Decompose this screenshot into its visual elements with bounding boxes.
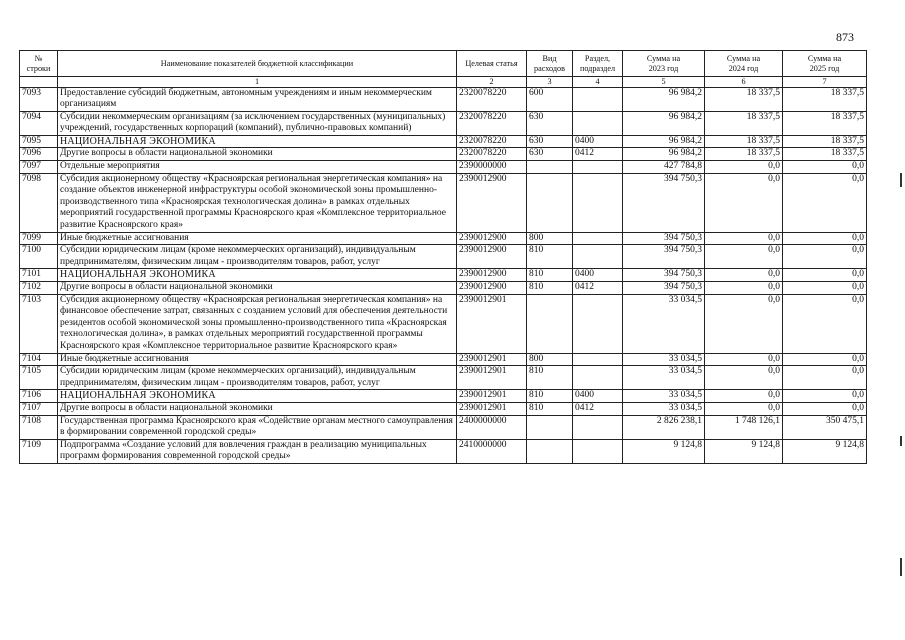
header-expense-type: Вид расходов <box>527 51 573 77</box>
expense-type-cell: 810 <box>527 282 573 295</box>
expense-type-cell: 630 <box>527 148 573 161</box>
sum-2023-cell: 96 984,2 <box>623 135 705 148</box>
section-cell: 0412 <box>573 148 623 161</box>
expense-type-cell <box>527 173 573 232</box>
indicator-name-cell: Субсидии юридическим лицам (кроме некоммерческих организаций), индивидуальным предпринимателям, физическим лицам - производителям товаров, работ, услуг <box>58 366 457 390</box>
target-article-cell: 2390012900 <box>457 282 527 295</box>
table-row <box>20 415 867 439</box>
indicator-name-cell: Иные бюджетные ассигнования <box>58 353 457 366</box>
sum-2023-cell: 96 984,2 <box>623 148 705 161</box>
target-article-cell: 2390012901 <box>457 353 527 366</box>
target-article-cell: 2390012901 <box>457 390 527 403</box>
target-article-cell: 2320078220 <box>457 135 527 148</box>
table-row <box>20 366 867 390</box>
sum-2024-cell: 18 337,5 <box>705 87 783 111</box>
sum-2025-cell: 0,0 <box>783 269 867 282</box>
section-cell <box>573 111 623 135</box>
sum-2023-cell: 33 034,5 <box>623 390 705 403</box>
target-article-cell: 2320078220 <box>457 111 527 135</box>
row-number-cell: 7107 <box>20 402 58 415</box>
sum-2025-cell: 0,0 <box>783 173 867 232</box>
sum-2024-cell: 0,0 <box>705 390 783 403</box>
row-number-cell: 7098 <box>20 173 58 232</box>
row-number-cell: 7109 <box>20 439 58 463</box>
budget-table <box>19 50 867 464</box>
sum-2024-cell: 0,0 <box>705 269 783 282</box>
column-number: 4 <box>573 77 623 88</box>
sum-2024-cell: 9 124,8 <box>705 439 783 463</box>
indicator-name-cell: Другие вопросы в области национальной экономики <box>58 402 457 415</box>
row-number-cell: 7105 <box>20 366 58 390</box>
header-name: Наименование показателей бюджетной классификации <box>58 51 457 77</box>
sum-2024-cell: 0,0 <box>705 366 783 390</box>
sum-2025-cell: 0,0 <box>783 294 867 353</box>
column-number: 2 <box>457 77 527 88</box>
table-header <box>20 51 867 88</box>
sum-2024-cell: 0,0 <box>705 282 783 295</box>
column-number: 1 <box>58 77 457 88</box>
sum-2025-cell: 18 337,5 <box>783 87 867 111</box>
sum-2025-cell: 18 337,5 <box>783 148 867 161</box>
sum-2024-cell: 0,0 <box>705 402 783 415</box>
expense-type-cell: 600 <box>527 87 573 111</box>
section-cell <box>573 353 623 366</box>
page-number: 873 <box>836 30 854 44</box>
sum-2023-cell: 9 124,8 <box>623 439 705 463</box>
sum-2023-cell: 2 826 238,1 <box>623 415 705 439</box>
target-article-cell: 2410000000 <box>457 439 527 463</box>
column-number-row <box>20 77 867 88</box>
sum-2023-cell: 96 984,2 <box>623 111 705 135</box>
sum-2024-cell: 0,0 <box>705 232 783 245</box>
margin-mark <box>900 173 902 187</box>
sum-2025-cell: 0,0 <box>783 390 867 403</box>
sum-2025-cell: 350 475,1 <box>783 415 867 439</box>
sum-2024-cell: 18 337,5 <box>705 111 783 135</box>
target-article-cell: 2390012900 <box>457 173 527 232</box>
indicator-name-cell: Государственная программа Красноярского края «Содействие органам местного самоуправления в формировании современной городской среды» <box>58 415 457 439</box>
indicator-name-cell: Другие вопросы в области национальной экономики <box>58 148 457 161</box>
row-number-cell: 7108 <box>20 415 58 439</box>
sum-2025-cell: 18 337,5 <box>783 135 867 148</box>
sum-2024-cell: 0,0 <box>705 161 783 174</box>
section-cell <box>573 245 623 269</box>
section-cell <box>573 294 623 353</box>
sum-2025-cell: 0,0 <box>783 282 867 295</box>
expense-type-cell: 800 <box>527 353 573 366</box>
target-article-cell: 2390000000 <box>457 161 527 174</box>
row-number-cell: 7094 <box>20 111 58 135</box>
section-cell <box>573 415 623 439</box>
row-number-cell: 7104 <box>20 353 58 366</box>
indicator-name-cell: Субсидия акционерному обществу «Красноярская региональная энергетическая компания» на финансовое обеспечение затрат, связанных с созданием условий для обеспечения деятельности резидентов особой экономической зоны промышленно-производственного типа «Красноярская технологическая долина», в рамках отдельных мероприятий государственной программы Красноярского края «Комплексное территориальное развитие Красноярского края» <box>58 294 457 353</box>
header-section: Раздел, подраздел <box>573 51 623 77</box>
sum-2024-cell: 0,0 <box>705 173 783 232</box>
sum-2025-cell: 0,0 <box>783 366 867 390</box>
row-number-cell: 7095 <box>20 135 58 148</box>
row-number-cell: 7093 <box>20 87 58 111</box>
indicator-name-cell: Подпрограмма «Создание условий для вовлечения граждан в реализацию муниципальных программ формирования современной городской среды» <box>58 439 457 463</box>
section-cell <box>573 173 623 232</box>
table-row <box>20 390 867 403</box>
table-body <box>20 87 867 463</box>
sum-2023-cell: 33 034,5 <box>623 353 705 366</box>
row-number-cell: 7096 <box>20 148 58 161</box>
indicator-name-cell: НАЦИОНАЛЬНАЯ ЭКОНОМИКА <box>58 269 457 282</box>
section-cell <box>573 366 623 390</box>
section-cell <box>573 161 623 174</box>
table-row <box>20 353 867 366</box>
target-article-cell: 2390012900 <box>457 245 527 269</box>
sum-2023-cell: 96 984,2 <box>623 87 705 111</box>
section-cell <box>573 87 623 111</box>
target-article-cell: 2390012901 <box>457 294 527 353</box>
target-article-cell: 2320078220 <box>457 148 527 161</box>
sum-2024-cell: 18 337,5 <box>705 135 783 148</box>
indicator-name-cell: Субсидии юридическим лицам (кроме некоммерческих организаций), индивидуальным предпринимателям, физическим лицам - производителям товаров, работ, услуг <box>58 245 457 269</box>
section-cell <box>573 439 623 463</box>
indicator-name-cell: Субсидия акционерному обществу «Красноярская региональная энергетическая компания» на создание объектов инженерной инфраструктуры особой экономической зоны промышленно-производственного типа «Красноярская технологическая долина» в рамках отдельных мероприятий государственной программы Красноярского края «Комплексное территориальное развитие Красноярского края» <box>58 173 457 232</box>
row-number-cell: 7102 <box>20 282 58 295</box>
sum-2023-cell: 33 034,5 <box>623 402 705 415</box>
section-cell: 0412 <box>573 402 623 415</box>
expense-type-cell <box>527 161 573 174</box>
header-sum-2024: Сумма на 2024 год <box>705 51 783 77</box>
sum-2023-cell: 394 750,3 <box>623 245 705 269</box>
indicator-name-cell: Иные бюджетные ассигнования <box>58 232 457 245</box>
expense-type-cell: 810 <box>527 245 573 269</box>
sum-2025-cell: 0,0 <box>783 402 867 415</box>
expense-type-cell: 810 <box>527 402 573 415</box>
sum-2025-cell: 9 124,8 <box>783 439 867 463</box>
sum-2024-cell: 18 337,5 <box>705 148 783 161</box>
column-number: 6 <box>705 77 783 88</box>
table-row <box>20 148 867 161</box>
target-article-cell: 2390012900 <box>457 269 527 282</box>
row-number-cell: 7103 <box>20 294 58 353</box>
expense-type-cell: 810 <box>527 269 573 282</box>
sum-2023-cell: 33 034,5 <box>623 294 705 353</box>
target-article-cell: 2390012901 <box>457 402 527 415</box>
sum-2025-cell: 0,0 <box>783 161 867 174</box>
section-cell <box>573 232 623 245</box>
row-number-cell: 7100 <box>20 245 58 269</box>
row-number-cell: 7099 <box>20 232 58 245</box>
column-number: 7 <box>783 77 867 88</box>
expense-type-cell <box>527 294 573 353</box>
expense-type-cell <box>527 415 573 439</box>
section-cell: 0400 <box>573 135 623 148</box>
indicator-name-cell: НАЦИОНАЛЬНАЯ ЭКОНОМИКА <box>58 135 457 148</box>
sum-2025-cell: 0,0 <box>783 353 867 366</box>
target-article-cell: 2400000000 <box>457 415 527 439</box>
column-number: 5 <box>623 77 705 88</box>
row-number-cell: 7106 <box>20 390 58 403</box>
sum-2023-cell: 33 034,5 <box>623 366 705 390</box>
expense-type-cell: 810 <box>527 366 573 390</box>
table-row <box>20 135 867 148</box>
sum-2024-cell: 0,0 <box>705 245 783 269</box>
section-cell: 0400 <box>573 390 623 403</box>
sum-2023-cell: 394 750,3 <box>623 173 705 232</box>
row-number-cell: 7097 <box>20 161 58 174</box>
margin-mark <box>900 436 902 446</box>
column-number: 3 <box>527 77 573 88</box>
column-number <box>20 77 58 88</box>
sum-2025-cell: 0,0 <box>783 245 867 269</box>
sum-2024-cell: 0,0 <box>705 353 783 366</box>
indicator-name-cell: Предоставление субсидий бюджетным, автономным учреждениям и иным некоммерческим организациям <box>58 87 457 111</box>
table-row <box>20 245 867 269</box>
table-row <box>20 402 867 415</box>
expense-type-cell: 630 <box>527 111 573 135</box>
table-row <box>20 161 867 174</box>
sum-2023-cell: 394 750,3 <box>623 269 705 282</box>
indicator-name-cell: Отдельные мероприятия <box>58 161 457 174</box>
indicator-name-cell: НАЦИОНАЛЬНАЯ ЭКОНОМИКА <box>58 390 457 403</box>
section-cell: 0400 <box>573 269 623 282</box>
sum-2025-cell: 0,0 <box>783 232 867 245</box>
header-target-article: Целевая статья <box>457 51 527 77</box>
sum-2023-cell: 394 750,3 <box>623 282 705 295</box>
header-sum-2025: Сумма на 2025 год <box>783 51 867 77</box>
sum-2023-cell: 427 784,8 <box>623 161 705 174</box>
target-article-cell: 2390012901 <box>457 366 527 390</box>
sum-2024-cell: 0,0 <box>705 294 783 353</box>
target-article-cell: 2390012900 <box>457 232 527 245</box>
table-row <box>20 173 867 232</box>
sum-2025-cell: 18 337,5 <box>783 111 867 135</box>
table-row <box>20 269 867 282</box>
table-row <box>20 282 867 295</box>
header-row-number: № строки <box>20 51 58 77</box>
table-row <box>20 87 867 111</box>
table-row <box>20 232 867 245</box>
sum-2024-cell: 1 748 126,1 <box>705 415 783 439</box>
expense-type-cell <box>527 439 573 463</box>
indicator-name-cell: Субсидии некоммерческим организациям (за исключением государственных (муниципальных) учреждений, государственных корпораций (компаний), публично-правовых компаний) <box>58 111 457 135</box>
expense-type-cell: 630 <box>527 135 573 148</box>
expense-type-cell: 810 <box>527 390 573 403</box>
row-number-cell: 7101 <box>20 269 58 282</box>
margin-mark <box>900 558 902 576</box>
sum-2023-cell: 394 750,3 <box>623 232 705 245</box>
expense-type-cell: 800 <box>527 232 573 245</box>
table-row <box>20 111 867 135</box>
header-sum-2023: Сумма на 2023 год <box>623 51 705 77</box>
section-cell: 0412 <box>573 282 623 295</box>
table-row <box>20 294 867 353</box>
target-article-cell: 2320078220 <box>457 87 527 111</box>
table-row <box>20 439 867 463</box>
indicator-name-cell: Другие вопросы в области национальной экономики <box>58 282 457 295</box>
